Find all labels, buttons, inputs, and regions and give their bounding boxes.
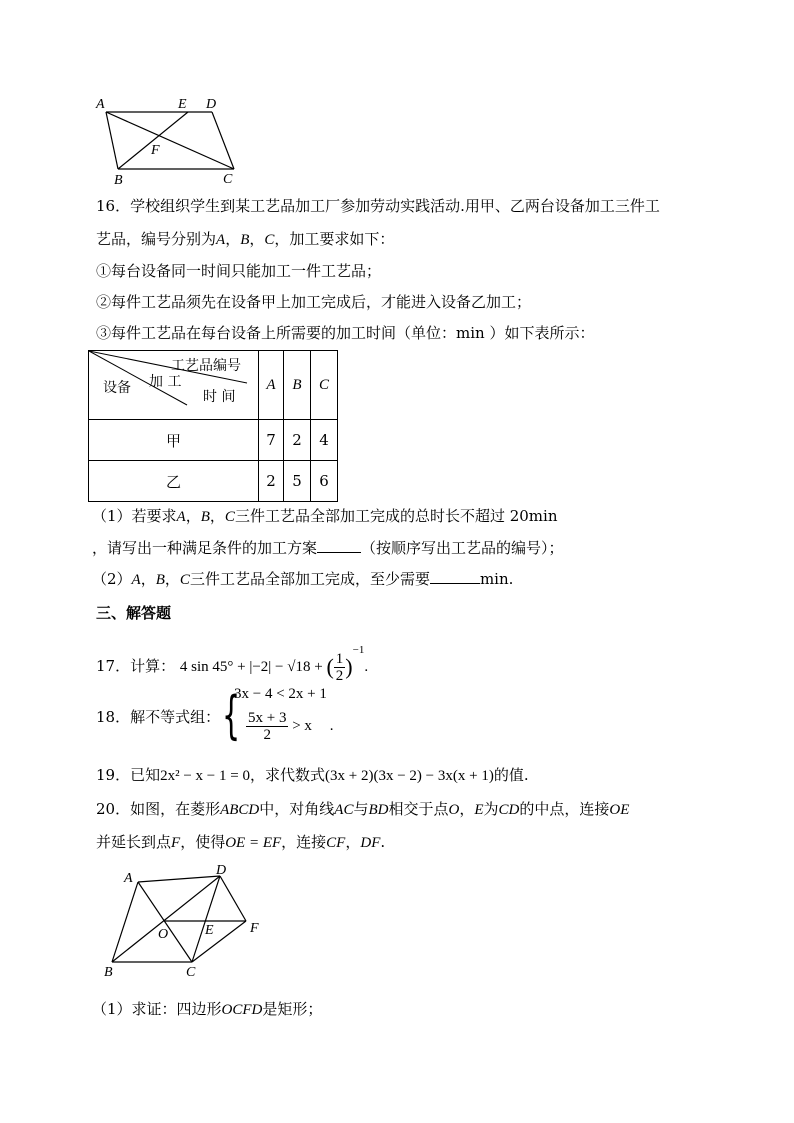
answer-blank-2[interactable]: [430, 569, 480, 584]
label-B: B: [104, 965, 113, 980]
q16-part1-cont: ，请写出一种满足条件的加工方案 （按顺序写出工艺品的编号）；: [92, 539, 564, 557]
label-A: A: [124, 871, 133, 886]
header-device: 设备: [103, 380, 131, 396]
label-F: F: [151, 143, 160, 158]
row-device-jia: 甲: [89, 420, 259, 461]
col-header-B: B: [284, 351, 311, 420]
label-D: D: [206, 97, 217, 112]
label-E: E: [178, 97, 187, 112]
q18-ineq2: $\frac{5x + 3}{2}$ > x .: [248, 710, 334, 743]
col-header-C: C: [311, 351, 338, 420]
q17: 17．计算： 4 sin 45° + |−2| − √18 + ( $\frac{1}{2}$ )$^{-1}$.: [96, 644, 369, 684]
cell-yi-A: 2: [259, 461, 284, 502]
figure-rhombus-q20: [98, 864, 278, 980]
q20-line2: 并延长到点F，使得OE = EF，连接CF，DF.: [96, 833, 386, 851]
q16-rule2: ②每件工艺品须先在设备甲上加工完成后，才能进入设备乙加工；: [96, 293, 532, 311]
label-C: C: [223, 172, 233, 187]
q20-line1: 20．如图，在菱形ABCD中，对角线AC与BD相交于点O，E为CD的中点，连接OE: [96, 800, 630, 818]
q20-part1: （1）求证：四边形OCFD是矩形；: [92, 1000, 323, 1018]
cell-yi-C: 6: [311, 461, 338, 502]
label-A: A: [96, 97, 105, 112]
label-O: O: [158, 927, 169, 942]
q16-part2: （2）A，B，C三件工艺品全部加工完成，至少需要 min.: [92, 570, 514, 588]
cell-yi-B: 5: [284, 461, 311, 502]
cell-jia-B: 2: [284, 420, 311, 461]
q19: 19．已知2x² − x − 1 = 0，求代数式(3x + 2)(3x − 2) − 3x(x + 1)的值.: [96, 766, 529, 784]
processing-time-table: [88, 350, 338, 502]
label-E: E: [205, 923, 214, 938]
q16-rule1: ①每台设备同一时间只能加工一件工艺品；: [96, 262, 382, 280]
label-F: F: [250, 921, 259, 936]
q18-ineq1: 3x − 4 < 2x + 1: [234, 686, 327, 702]
header-process: 加 工: [149, 374, 182, 390]
label-B: B: [114, 173, 123, 188]
q18-brace: {: [222, 686, 241, 746]
label-D: D: [216, 864, 227, 878]
q18: 18．解不等式组：: [96, 708, 221, 726]
paren-frac: (: [326, 654, 334, 679]
row-device-yi: 乙: [89, 461, 259, 502]
q16-rule3: ③每件工艺品在每台设备上所需要的加工时间（单位：min ）如下表所示：: [96, 324, 595, 342]
q16-part1: （1）若要求A，B，C三件工艺品全部加工完成的总时长不超过 20min: [92, 507, 558, 525]
header-time: 时 间: [203, 389, 236, 405]
cell-jia-A: 7: [259, 420, 284, 461]
q16-line2: 艺品，编号分别为A，B，C，加工要求如下：: [96, 230, 395, 248]
header-item-number: 工艺品编号: [171, 358, 241, 374]
col-header-A: A: [259, 351, 284, 420]
section-title: 三、解答题: [96, 604, 172, 622]
cell-jia-C: 4: [311, 420, 338, 461]
label-C: C: [186, 965, 196, 980]
figure-parallelogram-q15: [90, 92, 250, 188]
answer-blank-1[interactable]: [317, 538, 361, 553]
table-header-diagonal: [89, 351, 259, 420]
q16-line1: 16．学校组织学生到某工艺品加工厂参加劳动实践活动.用甲、乙两台设备加工三件工: [96, 197, 660, 215]
